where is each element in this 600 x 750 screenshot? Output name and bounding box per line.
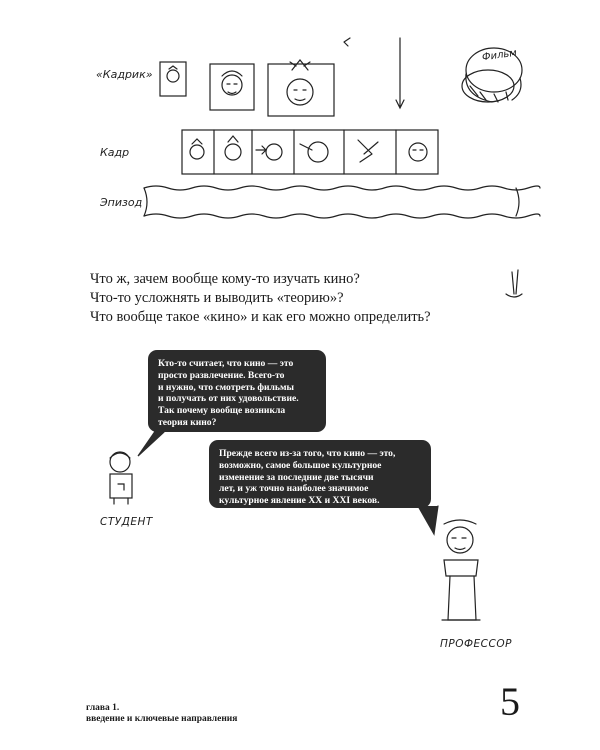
bubble-line: культурное явление XX и XXI веков. xyxy=(219,495,380,507)
bubble-line: теория кино? xyxy=(158,416,217,428)
bubble-line: и получать от них удовольствие. xyxy=(158,393,299,405)
professor-figure xyxy=(442,520,480,620)
label-kadr: Кадр xyxy=(100,146,130,159)
question-line: Что-то усложнять и выводить «теорию»? xyxy=(90,290,344,306)
professor-label: ПРОФЕССОР xyxy=(440,638,512,650)
bubble-line: лет, и уж точно наиболее значимое xyxy=(219,483,369,495)
bubble-line: и нужно, что смотреть фильмы xyxy=(158,381,294,393)
page-number: 5 xyxy=(500,679,520,724)
chapter-number: глава 1. xyxy=(86,703,120,713)
bubble-line: изменение за последние две тысячи xyxy=(219,471,374,483)
kadrik-large-frame xyxy=(268,60,334,116)
episode-filmstrip xyxy=(144,186,540,218)
small-arrow xyxy=(344,38,350,46)
label-episode: Эпизод xyxy=(100,196,143,209)
student-label: СТУДЕНТ xyxy=(100,516,153,528)
professor-speech-bubble xyxy=(209,440,431,508)
bubble-line: просто развлечение. Всего-то xyxy=(158,369,285,381)
kadrik-small-frame xyxy=(160,62,186,96)
label-kadrik: «Кадрик» xyxy=(96,68,153,81)
kadr-filmstrip xyxy=(182,130,438,174)
intro-questions xyxy=(90,270,510,327)
bubble-line: Кто-то считает, что кино — это xyxy=(158,358,294,369)
bubble-line: Так почему вообще возникла xyxy=(158,405,286,417)
chapter-footer xyxy=(86,703,237,725)
student-figure xyxy=(110,452,132,504)
chapter-subtitle: введение и ключевые направления xyxy=(86,714,238,724)
label-film: Фильм xyxy=(481,47,518,64)
question-line: Что вообще такое «кино» и как его можно определить? xyxy=(90,309,431,325)
question-line: Что ж, зачем вообще кому-то изучать кино? xyxy=(90,271,360,287)
bubble-line: возможно, самое большое культурное xyxy=(219,459,382,471)
bubble-line: Прежде всего из-за того, что кино — это, xyxy=(219,448,396,459)
kadrik-medium-frame xyxy=(210,64,254,110)
student-speech-bubble xyxy=(148,350,326,432)
